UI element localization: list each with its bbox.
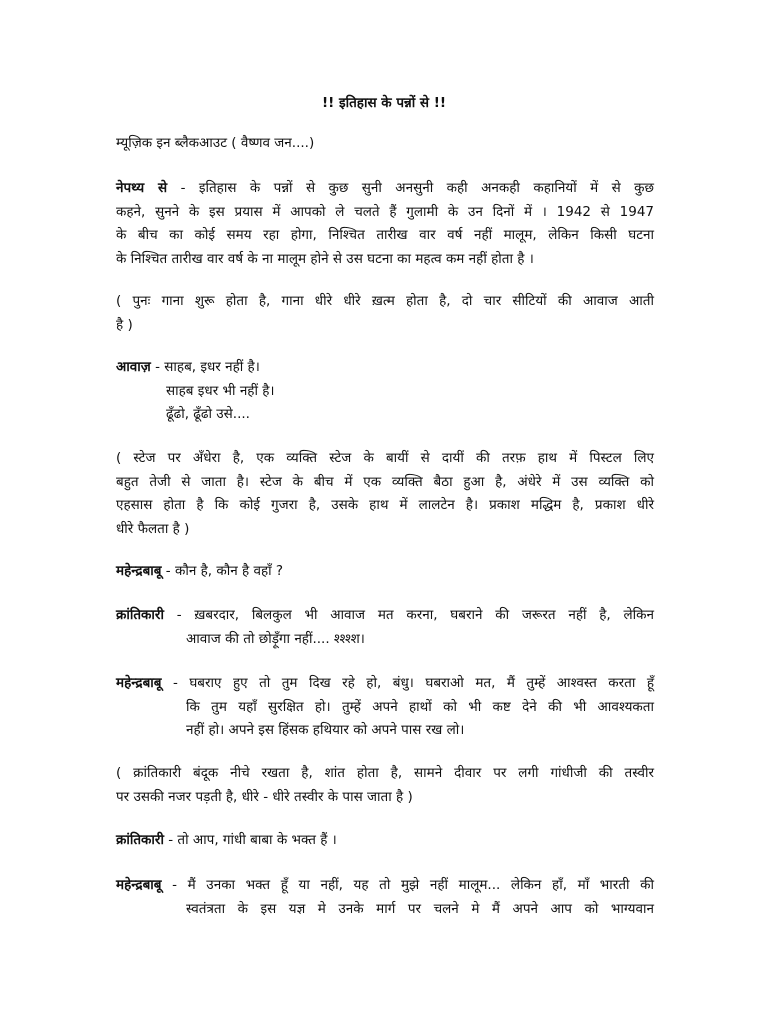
dialogue-line	[116, 874, 654, 898]
voice-dialogue	[116, 356, 654, 427]
dialogue-5	[116, 874, 654, 921]
stage-line: ( स्टेज पर अँधेरा है, एक व्यक्ति स्टेज के बायीं से दायीं की तरफ़ हाथ में पिस्टल लिए	[116, 450, 654, 466]
dialogue-text: - मैं उनका भक्त हूँ या नहीं, यह तो मुझे नहीं मालूम... लेकिन हाँ, माँ भारती की	[161, 877, 654, 893]
speaker-label: आवाज़	[116, 359, 151, 375]
dialogue-4	[116, 829, 654, 853]
stage-line: पर उसकी नजर पड़ती है, धीरे - धीरे तस्वीर के पास जाता है )	[116, 788, 413, 805]
stage-direction-1	[116, 290, 654, 337]
dialogue-1	[116, 560, 654, 584]
dialogue-text: - कौन है, कौन है वहाँ ?	[161, 563, 284, 579]
voice-line-2: साहब इधर भी नहीं है।	[166, 382, 275, 399]
page-title: !! इतिहास के पन्नों से !!	[321, 95, 447, 111]
narration-line-1	[116, 177, 654, 201]
narration-line-4: के निश्चित तारीख वार वर्ष के ना मालूम होने से उस घटना का महत्व कम नहीं होता है ।	[116, 250, 534, 267]
dialogue-line	[116, 829, 654, 853]
music-note	[116, 132, 654, 156]
stage-line: बहुत तेजी से जाता है। स्टेज के बीच में एक व्यक्ति बैठा हुआ है, अंधेरे में उस व्यक्ति को	[116, 473, 654, 490]
voice-line-3: ढूँढो, ढूँढो उसे....	[166, 406, 250, 422]
dialogue-text: - ख़बरदार, बिलकुल भी आवाज मत करना, घबराने की जरूरत नहीं है, लेकिन	[163, 607, 654, 623]
speaker-label: नेपथ्य से	[116, 180, 168, 196]
stage-direction-2	[116, 447, 654, 541]
speaker-label: महेन्द्रबाबू	[116, 877, 162, 893]
stage-direction-3	[116, 762, 654, 809]
stage-line: ( क्रांतिकारी बंदूक नीचे रखता है, शांत होता है, सामने दीवार पर लगी गांधीजी की तस्वीर	[116, 765, 654, 781]
dialogue-3	[116, 672, 654, 743]
dialogue-line	[116, 604, 654, 628]
narration-text: - इतिहास के पन्नों से कुछ सुनी अनसुनी कही अनकही कहानियों में से कुछ	[167, 180, 654, 196]
dialogue-line: कि तुम यहाँ सुरक्षित हो। तुम्हें अपने हाथों को भी कष्ट देने की भी आवश्यकता	[186, 698, 654, 715]
narration-line-3: के बीच का कोई समय रहा होगा, निश्चित तारीख वार वर्ष नहीं मालूम, लेकिन किसी घटना	[116, 227, 654, 243]
speaker-label: महेन्द्रबाबू	[116, 675, 162, 691]
narration-paragraph	[116, 177, 654, 271]
stage-line: ( पुनः गाना शुरू होता है, गाना धीरे धीरे ख़त्म होता है, दो चार सीटियों की आवाज आती	[116, 293, 654, 309]
speaker-label: क्रांतिकारी	[116, 607, 164, 623]
dialogue-2	[116, 604, 654, 651]
dialogue-line: आवाज की तो छोड़ूँगा नहीं.... श्श्श्श।	[186, 630, 365, 647]
narration-line-2: कहने, सुनने के इस प्रयास में आपको ले चलते हैं गुलामी के उन दिनों में । 1942 से 1947	[116, 203, 654, 220]
speaker-label: महेन्द्रबाबू	[116, 563, 162, 579]
music-note-text: म्यूज़िक इन ब्लैकआउट ( वैष्णव जन....)	[116, 135, 315, 151]
dialogue-line	[116, 560, 654, 584]
dialogue-text: - साहब, इधर नहीं है।	[150, 359, 260, 375]
dialogue-line	[116, 672, 654, 696]
speaker-label: क्रांतिकारी	[116, 832, 164, 848]
stage-line: एहसास होता है कि कोई गुजरा है, उसके हाथ में लालटेन है। प्रकाश मद्धिम है, प्रकाश धीरे	[116, 497, 654, 513]
stage-line: है )	[116, 316, 133, 333]
dialogue-text: - घबराए हुए तो तुम दिख रहे हो, बंधु। घबराओ मत, मैं तुम्हें आश्वस्त करता हूँ	[161, 675, 654, 691]
dialogue-line: स्वतंत्रता के इस यज्ञ मे उनके मार्ग पर चलने मे मैं अपने आप को भाग्यवान	[186, 900, 654, 917]
dialogue-line: नहीं हो। अपने इस हिंसक हथियार को अपने पास रख लो।	[186, 722, 465, 738]
voice-line-1	[116, 356, 654, 380]
dialogue-text: - तो आप, गांधी बाबा के भक्त हैं ।	[163, 832, 337, 848]
stage-line: धीरे फैलता है )	[116, 520, 190, 537]
